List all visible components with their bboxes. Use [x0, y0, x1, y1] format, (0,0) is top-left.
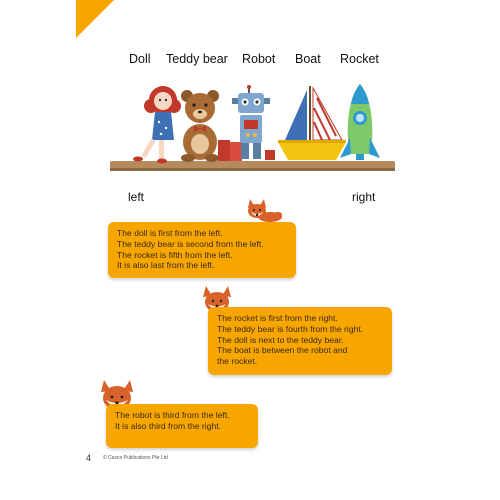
page-number: 4 [86, 453, 92, 463]
bubble-text-line: The teddy bear is second from the left. [117, 238, 264, 249]
copyright-text: © Casco Publications Pte Ltd [103, 455, 168, 461]
bubble-text-line: The doll is next to the teddy bear. [217, 334, 344, 345]
bubble-text-line: The rocket is fifth from the left. [117, 249, 233, 260]
bubble-text-line: The teddy bear is fourth from the right. [217, 323, 364, 334]
bubble-text-line: The boat is between the robot and [217, 345, 348, 356]
speech-bubble-3 [106, 404, 258, 448]
boat-icon [278, 86, 346, 160]
speech-bubble-1 [108, 222, 296, 278]
bubble-text-line: The doll is first from the left. [117, 228, 223, 238]
speech-bubble-2 [208, 307, 392, 375]
label-teddy-bear: Teddy bear [166, 52, 228, 66]
bubble-text-line: The robot is third from the left. [115, 410, 230, 420]
label-rocket: Rocket [340, 52, 379, 66]
red-book-icon [218, 140, 242, 161]
bubble-text-line: It is also third from the right. [115, 420, 222, 431]
rocket-icon [340, 84, 380, 160]
label-left: left [128, 190, 145, 204]
fox-icon [244, 195, 284, 223]
corner-tab [76, 0, 116, 40]
toy-shelf-illustration [110, 78, 395, 178]
doll-icon [133, 86, 181, 164]
label-right: right [352, 190, 376, 204]
bubble-text-line: It is also last from the left. [117, 260, 215, 271]
label-robot: Robot [242, 52, 276, 66]
label-doll: Doll [129, 52, 151, 66]
bubble-text-line: the rocket. [217, 356, 258, 367]
label-boat: Boat [295, 52, 321, 66]
bubble-text-line: The rocket is first from the right. [217, 313, 338, 323]
teddy-bear-icon [181, 90, 219, 162]
